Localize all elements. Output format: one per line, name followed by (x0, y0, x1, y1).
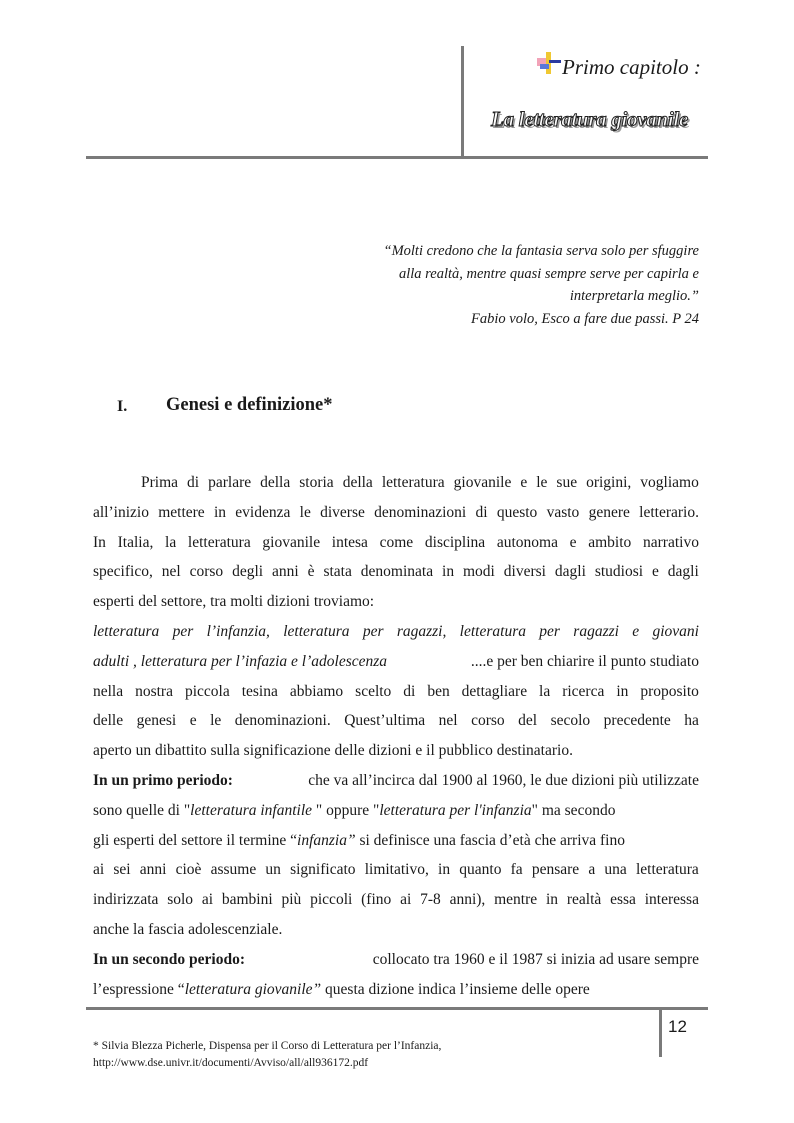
word: piccoli (310, 891, 353, 909)
text-line (93, 885, 699, 915)
word: come (379, 533, 414, 551)
word: in (545, 891, 559, 909)
word: storia (299, 474, 334, 491)
word: e (569, 533, 577, 551)
text-line (93, 945, 699, 975)
word: corso (189, 563, 224, 581)
word: ai (400, 891, 412, 909)
mixed-line: sono quelle di "letteratura infantile " oppure "letteratura per l'infanzia" ma secondo (93, 801, 616, 819)
word: più (281, 891, 302, 909)
word: della (342, 474, 373, 491)
body-text (93, 468, 699, 1004)
word: bambini (221, 891, 273, 909)
word: è (307, 563, 315, 581)
mixed-line: gli esperti del settore il termine “infanzia” si definisce una fascia d’età che arriva fino (93, 831, 625, 849)
word: Prima (141, 474, 179, 491)
word: per (172, 622, 194, 640)
word: le (536, 474, 548, 491)
word: le (210, 712, 222, 730)
word: all’inizio (93, 503, 149, 521)
word: sue (556, 474, 578, 491)
word: letteratura (459, 622, 526, 640)
word: interessa (644, 891, 699, 909)
text-line (93, 468, 699, 498)
text-line (93, 975, 699, 1005)
word: letteratura (381, 474, 445, 491)
text-line-content: anche la fascia adolescenziale. (93, 920, 283, 938)
word: genere (588, 503, 630, 521)
word: autonoma (496, 533, 558, 551)
footnote-citation: * Silvia Blezza Picherle, Dispensa per il Corso di Letteratura per l’Infanzia, (93, 1040, 442, 1052)
word: ai (93, 861, 105, 879)
word: letteratura (283, 622, 350, 640)
word: intesa (331, 533, 368, 551)
plain-words: ....e per ben chiarire il punto studiato (470, 652, 699, 670)
word: letterario. (639, 503, 699, 521)
word: per (362, 622, 384, 640)
word: cioè (175, 861, 202, 879)
text-line (93, 617, 699, 647)
page-number: 12 (668, 1017, 687, 1036)
word: giovani (652, 622, 699, 640)
word: di (187, 474, 200, 491)
word: (fino (361, 891, 392, 909)
word: studiosi (594, 563, 644, 581)
word: in (442, 563, 455, 581)
word: 7-8 (420, 891, 441, 909)
word: di (403, 682, 416, 700)
word: secolo (550, 712, 591, 730)
text-line-content: esperti del settore, tra molti dizioni troviamo: (93, 593, 375, 611)
word: letteratura (635, 861, 699, 879)
word: per (539, 622, 560, 640)
chapter-logo-icon (537, 52, 561, 74)
word: quanto (459, 861, 502, 879)
word: diverse (320, 503, 365, 521)
epigraph (279, 240, 699, 330)
word: significato (290, 861, 356, 879)
word: anni), (449, 891, 486, 909)
word: disciplina (424, 533, 486, 551)
word: giovanile (262, 533, 321, 551)
word: stata (323, 563, 352, 581)
word: nostra (135, 682, 173, 700)
word: vasto (546, 503, 580, 521)
text-line (93, 855, 699, 885)
header-vertical-rule (461, 46, 464, 158)
word: sei (113, 861, 131, 879)
word: mentre (494, 891, 538, 909)
word: parlare (208, 474, 252, 491)
word: vogliamo (640, 474, 699, 491)
word: dagli (554, 563, 586, 581)
footer-horizontal-rule (86, 1007, 708, 1010)
word: tesina (241, 682, 278, 700)
text-line-content: aperto un dibattito sulla significazione delle dizioni e il pubblico destinatario. (93, 742, 573, 760)
period-label: In un secondo periodo: (93, 950, 246, 968)
epigraph-line: alla realtà, mentre quasi sempre serve per capirla e (398, 265, 699, 282)
text-line (93, 557, 699, 587)
word: nel (161, 563, 181, 581)
text-line (93, 528, 699, 558)
text-line (93, 826, 699, 856)
word: solo (167, 891, 194, 909)
footer-vertical-rule (659, 1007, 662, 1057)
word: abbiamo (289, 682, 344, 700)
word: e (189, 712, 197, 730)
word: piccola (184, 682, 230, 700)
word: del (518, 712, 538, 730)
word: delle (93, 712, 124, 730)
word: in (616, 682, 629, 700)
period-label: In un primo periodo: (93, 771, 233, 789)
word: ragazzi, (396, 622, 447, 640)
word: denominazioni (374, 503, 467, 521)
word: assume (210, 861, 257, 879)
word: precedente (603, 712, 671, 730)
word: anni (272, 563, 299, 581)
word: denominata (360, 563, 434, 581)
word: e (520, 474, 528, 491)
word: nella (93, 682, 124, 700)
italic-words: adulti , letteratura per l’infazia e l’adolescenza (93, 652, 388, 670)
word: della (260, 474, 291, 491)
word: degli (232, 563, 264, 581)
word: ambito (588, 533, 632, 551)
plain-words: che va all’incirca dal 1900 al 1960, le due dizioni più utilizzate (308, 771, 699, 789)
word: in (213, 503, 227, 521)
epigraph-line: interpretarla meglio.” (569, 288, 699, 304)
text-line (93, 706, 699, 736)
word: a (588, 861, 596, 879)
footnote-url[interactable]: http://www.dse.univr.it/documenti/Avviso/all/all936172.pdf (93, 1057, 369, 1069)
word: diversi (503, 563, 546, 581)
text-line (93, 587, 699, 617)
word: un (265, 861, 281, 879)
plain-words: collocato tra 1960 e il 1987 si inizia ad usare sempre (372, 950, 699, 968)
word: genesi (136, 712, 177, 730)
section-title: Genesi e definizione* (166, 395, 333, 415)
word: l’infanzia, (206, 622, 270, 640)
chapter-subtitle: La letteratura giovanile (491, 107, 688, 131)
word: indirizzata (93, 891, 159, 909)
word: origini, (586, 474, 632, 491)
word: specifico, (93, 563, 153, 581)
word: giovanile (453, 474, 512, 491)
word: scelto (355, 682, 392, 700)
word: mettere (158, 503, 205, 521)
word: anni (139, 861, 167, 879)
word: evidenza (235, 503, 291, 521)
word: narrativo (643, 533, 699, 551)
word: modi (463, 563, 495, 581)
text-line (93, 766, 699, 796)
text-line (93, 647, 699, 677)
mixed-line: l’espressione “letteratura giovanile” questa dizione indica l’insieme delle opere (93, 980, 590, 998)
word: denominazioni. (234, 712, 331, 730)
word: una (604, 861, 627, 879)
chapter-title: Primo capitolo : (562, 55, 701, 79)
word: e (632, 622, 640, 640)
word: di (475, 503, 488, 521)
word: letteratura (187, 533, 251, 551)
word: ricerca (562, 682, 605, 700)
text-line (93, 915, 699, 945)
word: In (93, 533, 106, 551)
word: ragazzi (573, 622, 619, 640)
word: dettagliare (461, 682, 528, 700)
word: questo (496, 503, 538, 521)
word: essa (610, 891, 636, 909)
word: Quest’ultima (344, 712, 426, 730)
word: Italia, (117, 533, 154, 551)
word: la (165, 533, 177, 551)
text-line (93, 677, 699, 707)
word: proposito (640, 682, 699, 700)
word: pensare (531, 861, 580, 879)
text-line (93, 736, 699, 766)
footnote (93, 1038, 441, 1072)
word: dagli (667, 563, 699, 581)
word: nel (438, 712, 458, 730)
text-line (93, 498, 699, 528)
word: in (438, 861, 451, 879)
header-horizontal-rule (86, 156, 708, 159)
word: realtà (566, 891, 602, 909)
word: corso (471, 712, 505, 730)
text-line (93, 796, 699, 826)
word: limitativo, (364, 861, 429, 879)
word: ai (201, 891, 214, 909)
word: fa (510, 861, 523, 879)
word: le (299, 503, 311, 521)
word: la (539, 682, 551, 700)
word: ha (684, 712, 699, 730)
word: letteratura (93, 622, 160, 640)
epigraph-attribution: Fabio volo, Esco a fare due passi. P 24 (471, 310, 699, 327)
word: ben (427, 682, 450, 700)
section-number: I. (117, 398, 128, 415)
word: e (651, 563, 659, 581)
epigraph-line: “Molti credono che la fantasia serva solo per sfuggire (383, 243, 699, 259)
